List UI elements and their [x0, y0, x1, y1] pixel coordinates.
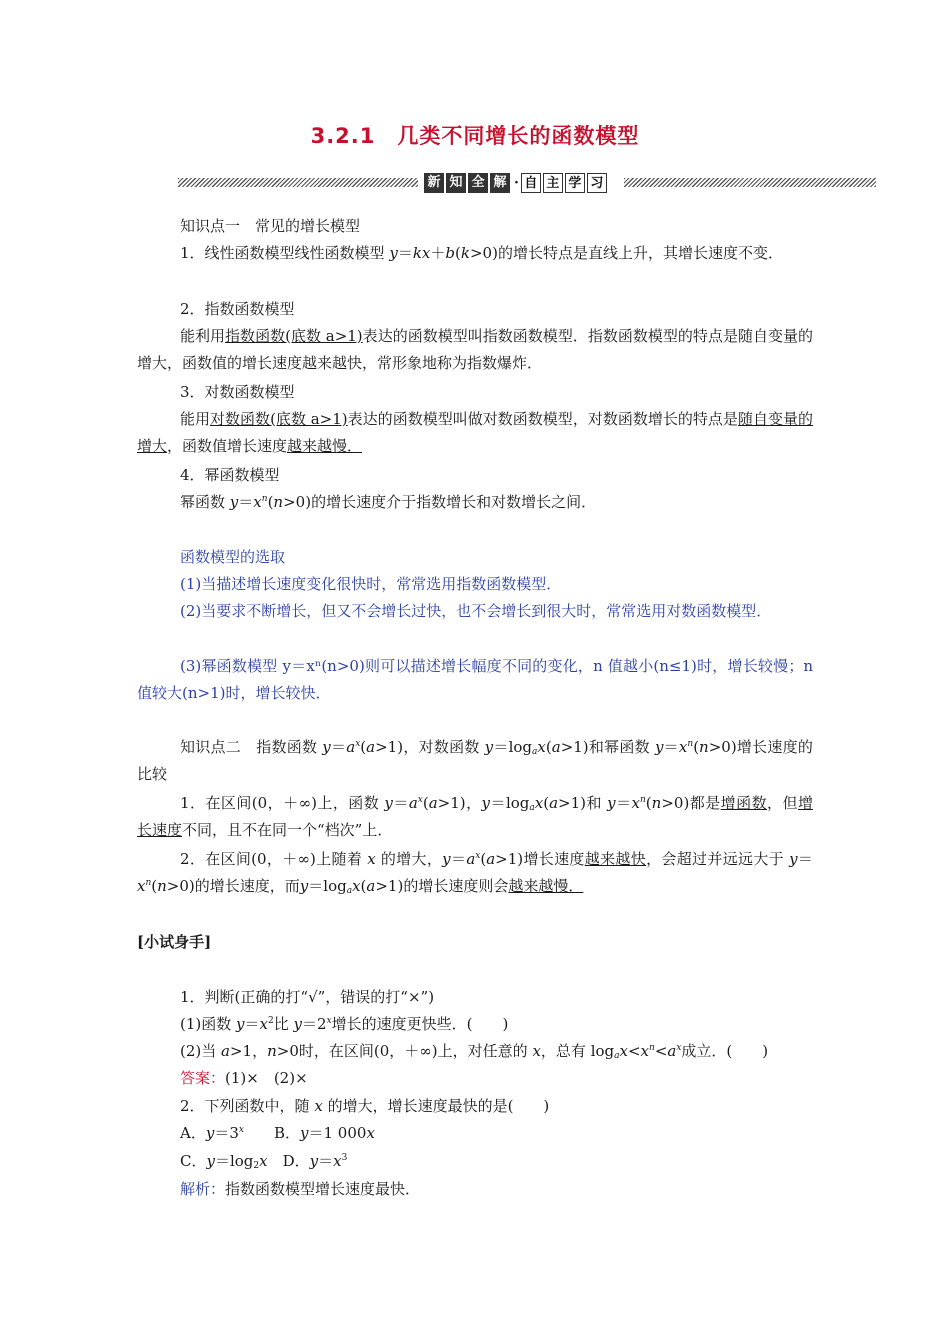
banner-badge: 学 [565, 173, 585, 193]
underlined-term: 随自变量的增大 [137, 410, 813, 455]
options-ab: A．$y=3^x$ B．y＝1 000x [180, 1124, 375, 1142]
underlined-term: 越来越慢． [508, 877, 584, 895]
underlined-term: 增函数 [720, 794, 768, 812]
kp2-item1: 1．在区间(0，＋∞)上，函数 $y=a^x(a>1)$，$y=\log_ax(a>1)$和 $y=x^n(n>0)$都是增函数，但增长速度不同，且不在同一个“档次”上． [137, 794, 813, 839]
banner-badge: 习 [587, 173, 607, 193]
solution-label: 解析： [180, 1180, 226, 1198]
note-line-2: (2)当要求不断增长，但又不会增长过快，也不会增长到很大时，常常选用对数函数模型． [180, 602, 772, 620]
banner-separator: · [514, 175, 519, 191]
underlined-term: 越来越慢． [287, 437, 363, 455]
question-1-part-2: (2)当 a>1，n>0时，在区间(0，＋∞)上，对任意的 x，总有 $\log_ax<x^n<a^x$成立．( ) [180, 1042, 769, 1061]
solution-2: 解析：指数函数模型增长速度最快． [180, 1180, 421, 1198]
note-line-1: (1)当描述增长速度变化很快时，常常选用指数函数模型． [180, 575, 562, 593]
kp1-item1: 1．线性函数模型线性函数模型 y＝kx＋b(k>0)的增长特点是直线上升，其增长速度不变． [180, 244, 783, 262]
banner-badges [424, 172, 609, 194]
kp1-item3: 能用对数函数(底数 a>1)表达的函数模型叫做对数函数模型，对数函数增长的特点是随自变量的增大，函数值增长速度越来越慢． [137, 410, 813, 455]
section-banner [178, 172, 876, 194]
underlined-term: 增长速度 [137, 794, 813, 839]
kp1-heading: 知识点一 常见的增长模型 [180, 217, 361, 235]
kp2-item2: 2．在区间(0，＋∞)上随着 x 的增大，$y=a^x(a>1)$增长速度越来越快，会超过并远远大于 $y=x^n(n>0)$的增长速度，而$y=\log_ax(a>1)$的增长速度则会越来越慢． [137, 850, 813, 896]
banner-badge: 知 [446, 173, 466, 193]
underlined-term: 指数函数(底数 a>1) [225, 327, 363, 345]
question-1-part-1: (1)函数 $y=x^2$比 $y=2^x$增长的速度更快些．( ) [180, 1015, 509, 1033]
kp1-item4: 幂函数 $y=x^n(n>0)$的增长速度介于指数增长和对数增长之间． [180, 493, 597, 511]
banner-hatch-right [624, 178, 876, 187]
kp1-item2-title: 2．指数函数模型 [180, 300, 295, 318]
kp1-item4-title: 4．幂函数模型 [180, 466, 280, 484]
kp1-item2: 能利用指数函数(底数 a>1)表达的函数模型叫指数函数模型．指数函数模型的特点是随自变量的增大，函数值的增长速度越来越快，常形象地称为指数爆炸． [137, 327, 813, 372]
underlined-term: 越来越快 [584, 850, 647, 868]
page-title: 3.2.1 几类不同增长的函数模型 [310, 124, 640, 148]
practice-heading: [小试身手] [137, 933, 212, 951]
underlined-term: 对数函数(底数 a>1) [210, 410, 348, 428]
banner-badge: 解 [490, 173, 510, 193]
banner-badge: 新 [424, 173, 444, 193]
answer-label: 答案： [180, 1069, 226, 1087]
kp1-item3-title: 3．对数函数模型 [180, 383, 295, 401]
banner-badge: 主 [543, 173, 563, 193]
banner-badge: 自 [521, 173, 541, 193]
banner-hatch-left [178, 178, 418, 187]
note-line-3: (3)幂函数模型 y＝xⁿ(n>0)则可以描述增长幅度不同的变化，n 值越小(n≤1)时，增长较慢；n 值较大(n>1)时，增长较快． [137, 657, 813, 702]
options-cd: C．$y=\log_2x$ D．$y=x^3$ [180, 1152, 348, 1171]
answer-1: 答案：(1)× (2)× [180, 1069, 308, 1087]
note-title: 函数模型的选取 [180, 548, 286, 566]
question-2: 2．下列函数中，随 x 的增大，增长速度最快的是( ) [180, 1097, 550, 1115]
banner-badge: 全 [468, 173, 488, 193]
question-1: 1．判断(正确的打“√”，错误的打“×”) [180, 988, 435, 1006]
kp2-heading: 知识点二 指数函数 $y=a^x(a>1)$，对数函数 $y=\log_ax(a>1)$和幂函数 $y=x^n(n>0)$增长速度的比较 [137, 738, 813, 783]
